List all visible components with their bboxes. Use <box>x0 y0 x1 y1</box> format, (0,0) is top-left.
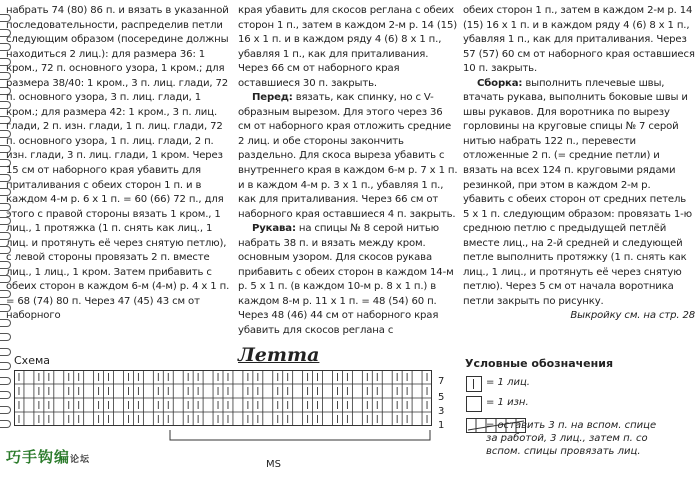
text-column-2 <box>238 4 458 339</box>
knit-symbol-icon <box>466 376 482 392</box>
paragraph-assembly <box>463 77 695 310</box>
legend-item-purl: = 1 изн. <box>486 397 529 408</box>
row-number: 1 <box>438 420 445 431</box>
binding-ring <box>0 391 11 399</box>
repeat-bracket <box>168 430 434 454</box>
chart-cells <box>14 370 432 426</box>
section-heading-sleeves: Рукава: <box>252 223 296 235</box>
paragraph: края убавить для скосов реглана с обеих сторон 1 п., затем в каждом 2-м р. 14 (15) 16 х 1 п. и в каждом ряду 4 (6) 8 х 1 п., убавляя 1 п., как для приталивания. Через 66 см от наборного края оставшиеся 30 п. закрыть. <box>238 5 458 89</box>
binding-ring <box>0 377 11 385</box>
binding-ring <box>0 333 11 341</box>
binding-ring <box>0 406 11 414</box>
pattern-reference-note: Выкройку см. на стр. 28 <box>570 310 695 322</box>
paragraph: набрать 74 (80) 86 п. и вязать в указанной последовательности, распределив петли следующим образом (посередине должны находиться 2 лиц.): для размера 36: 1 кром., 72 п. основного узора, 1 кром.; для размера 38/40: 1 кром., 3 п. лиц. глади, 72 п. основного узора, 3 п. лиц. глади, 1 кром.; для размера 42: 1 кром., 3 п. лиц. глади, 2 п. изн. глади, 1 п. лиц. глади, 72 п. основного узора, 1 п. лиц. глади, 2 п. изн. глади, 3 п. лиц. глади, 1 кром. Через 15 см от наборного края убавить для приталивания с обеих сторон 1 п. и в каждом 4-м р. 6 х 1 п. = 60 (66) 72 п., для этого с правой стороны вязать 1 кром., 1 лиц., 1 протяжка (1 п. снять как лиц., 1 лиц. и протянуть её через снятую петлю), с левой стороны провязать 2 п. вместе лиц., 1 лиц., 1 кром. Затем прибавить с обеих сторон в каждом 6-м (4-м) р. 4 х 1 п. = 68 (74) 80 п. Через 47 (45) 43 см от наборного <box>6 5 230 322</box>
section-heading-assembly: Сборка: <box>477 77 523 89</box>
paragraph-text: выполнить плечевые швы, втачать рукава, выполнить боковые швы и швы рукавов. Для воротника по вырезу горловины на круговые спицы № 7 серой нитью набрать 122 п., перевести отложенные 2 п. (= средние петли) и вязать на всех 124 п. круговыми рядами резинкой, при этом в каждом 2-м р. убавить с обеих сторон от средних петель 5 х 1 п. следующим образом: провязать 1-ю среднюю петлю с предыдущей петлёй вместе лиц., на 2-й средней и следующей петле выполнить протяжку (1 п. снять как лиц., 1 лиц., и протянуть её через снятую петлю). Через 5 см от начала воротника петли закрыть по рисунку. <box>463 77 692 307</box>
watermark-text: 巧手钩编 <box>6 448 71 466</box>
text-column-3 <box>463 4 695 324</box>
site-watermark-logo <box>6 446 90 467</box>
paragraph: обеих сторон 1 п., затем в каждом 2-м р. 14 (15) 16 х 1 п. и в каждом ряду 4 (6) 8 х 1 п., убавляя 1 п., как для приталивания. Через 57 (57) 60 см от наборного края оставшиеся 10 п. закрыть. <box>463 5 695 75</box>
brand-title: Летта <box>238 344 320 366</box>
binding-ring <box>0 362 11 370</box>
text-column-1 <box>6 4 232 324</box>
repeat-label: MS <box>266 459 281 470</box>
knitting-chart <box>14 370 432 426</box>
row-number: 7 <box>438 376 445 387</box>
watermark-sub: 论坛 <box>70 455 91 465</box>
purl-symbol-icon <box>466 396 482 412</box>
paragraph-front <box>238 91 458 222</box>
legend-item-knit: = 1 лиц. <box>486 377 530 388</box>
binding-ring <box>0 420 11 428</box>
row-number: 3 <box>438 406 445 417</box>
section-heading-front: Перед: <box>252 92 293 104</box>
legend-item-cable: = оставить 3 п. на вспом. спице за работой, 3 лиц., затем п. со вспом. спицы провязать лиц. <box>486 420 657 457</box>
binding-ring <box>0 348 11 356</box>
schema-label: Схема <box>14 354 50 367</box>
row-number: 5 <box>438 392 445 403</box>
legend-title: Условные обозначения <box>465 357 614 370</box>
paragraph-sleeves <box>238 222 458 338</box>
paragraph-text: вязать, как спинку, но с V-образным вырезом. Для этого через 36 см от наборного края отложить средние 2 лиц. и обе стороны закончить раздельно. Для скоса выреза убавить с внутреннего края в каждом 6-м р. 7 х 1 п. и в каждом 4-м р. 3 х 1 п., убавляя 1 п., как для приталивания. Через 66 см от наборного края оставшиеся 4 п. закрыть. <box>238 92 458 220</box>
paragraph-text: на спицы № 8 серой нитью набрать 38 п. и вязать между кром. основным узором. Для скосов рукава прибавить с обеих сторон в каждом 14-м р. 5 х 1 п. (в каждом 10-м р. 8 х 1 п.) в каждом 8-м р. 11 х 1 п. = 48 (54) 60 п. Через 48 (46) 44 см от наборного края убавить для скосов реглана с <box>238 223 454 337</box>
